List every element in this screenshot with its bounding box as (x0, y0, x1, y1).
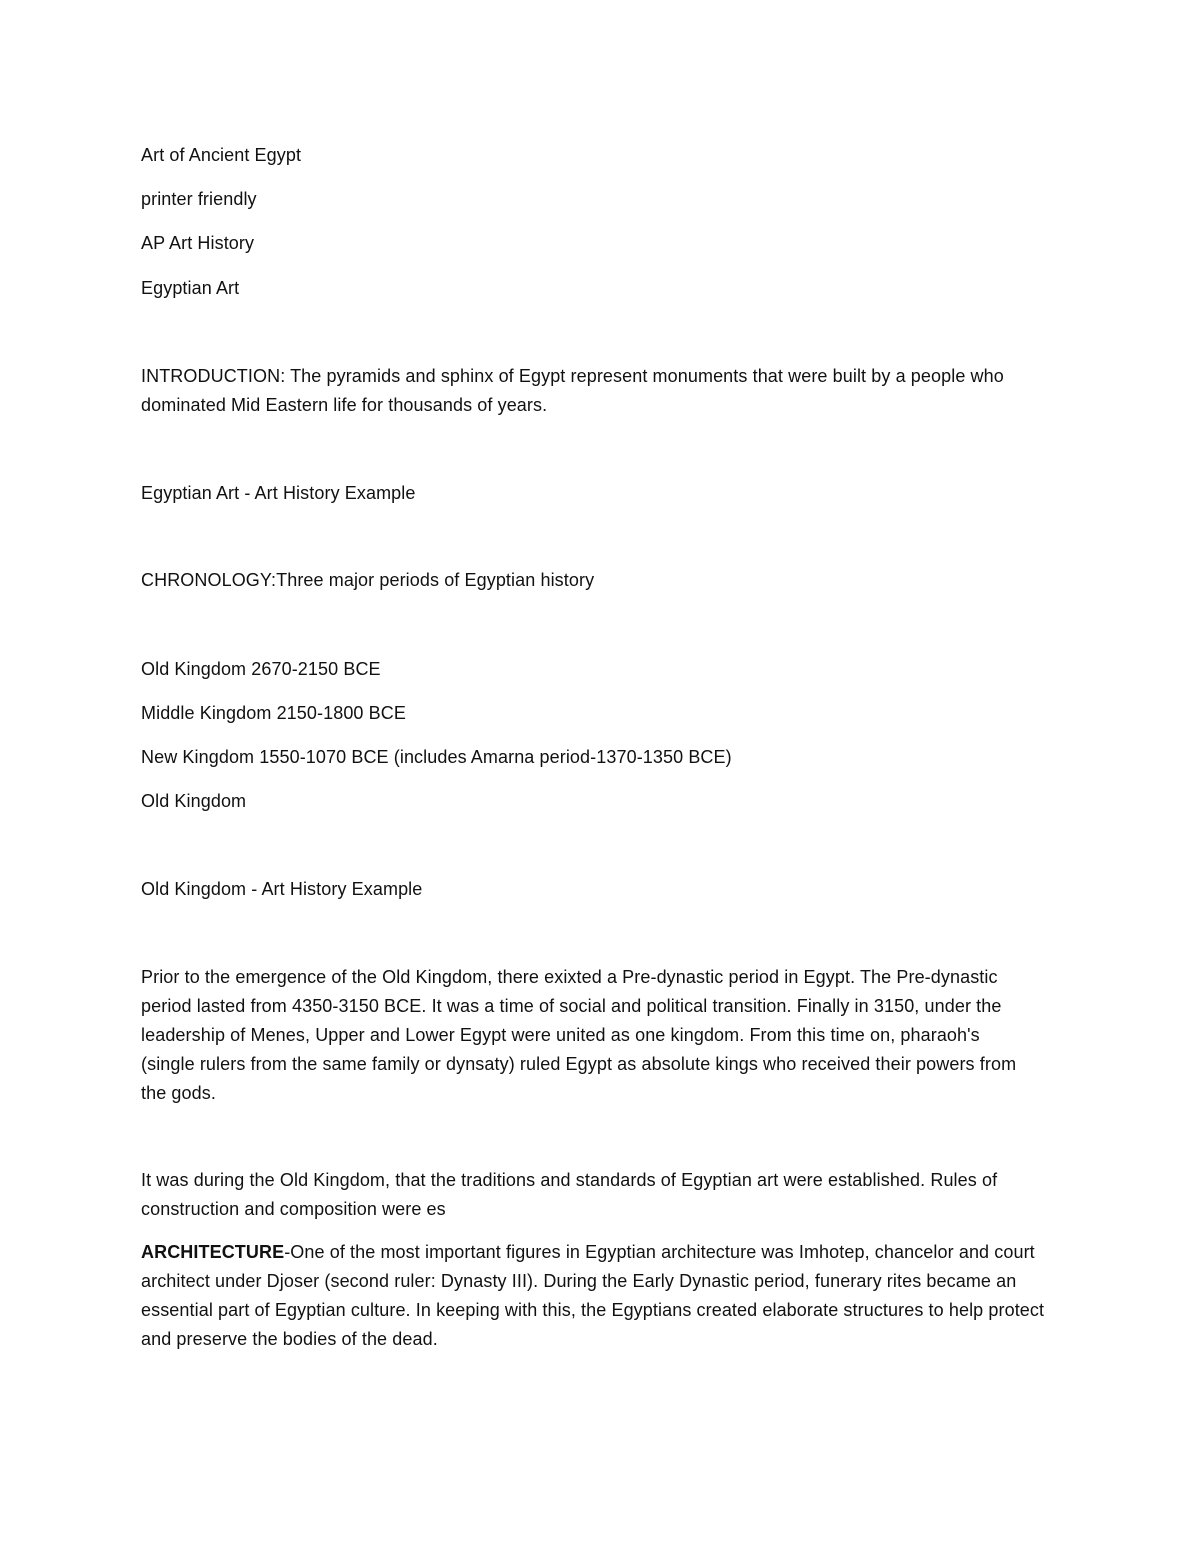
period-middle-kingdom: Middle Kingdom 2150-1800 BCE (141, 703, 406, 723)
period-new-kingdom: New Kingdom 1550-1070 BCE (includes Amarna period-1370-1350 BCE) (141, 747, 732, 767)
chronology-heading: CHRONOLOGY:Three major periods of Egyptian history (141, 570, 595, 590)
architecture-label: ARCHITECTURE (141, 1242, 285, 1262)
architecture-text: -One of the most important figures in Egyptian architecture was Imhotep, chancelor and court architect under Djoser (second ruler: Dynasty III). During the Early Dynastic period, funerary rites became an essential part of Egyptian culture. In keeping with this, the Egyptians created elaborate structures to help protect and preserve the bodies of the dead. (141, 1242, 1045, 1349)
course-label: AP Art History (141, 233, 255, 253)
topic-label: Egyptian Art (141, 278, 240, 298)
document-title: Art of Ancient Egypt (141, 145, 302, 165)
introduction-paragraph: INTRODUCTION: The pyramids and sphinx of Egypt represent monuments that were built by a people who dominated Mid Eastern life for thousands of years. (141, 366, 1004, 415)
period-old-kingdom: Old Kingdom 2670-2150 BCE (141, 659, 381, 679)
printer-friendly-link[interactable]: printer friendly (141, 189, 257, 209)
predynastic-paragraph: Prior to the emergence of the Old Kingdom, there exixted a Pre-dynastic period in Egypt. The Pre-dynastic period lasted from 4350-3150 BCE. It was a time of social and political transition. Finally in 3150, under the leadership of Menes, Upper and Lower Egypt were united as one kingdom. From this time on, pharaoh's (single rulers from the same family or dynsaty) ruled Egypt as absolute kings who received their powers from the gods. (141, 967, 1017, 1103)
old-kingdom-heading: Old Kingdom (141, 791, 247, 811)
old-kingdom-example-link[interactable]: Old Kingdom - Art History Example (141, 879, 423, 899)
traditions-paragraph: It was during the Old Kingdom, that the traditions and standards of Egyptian art were established. Rules of construction and composition were es (141, 1170, 998, 1219)
egyptian-art-example-link[interactable]: Egyptian Art - Art History Example (141, 483, 416, 503)
architecture-paragraph (141, 1238, 1056, 1354)
